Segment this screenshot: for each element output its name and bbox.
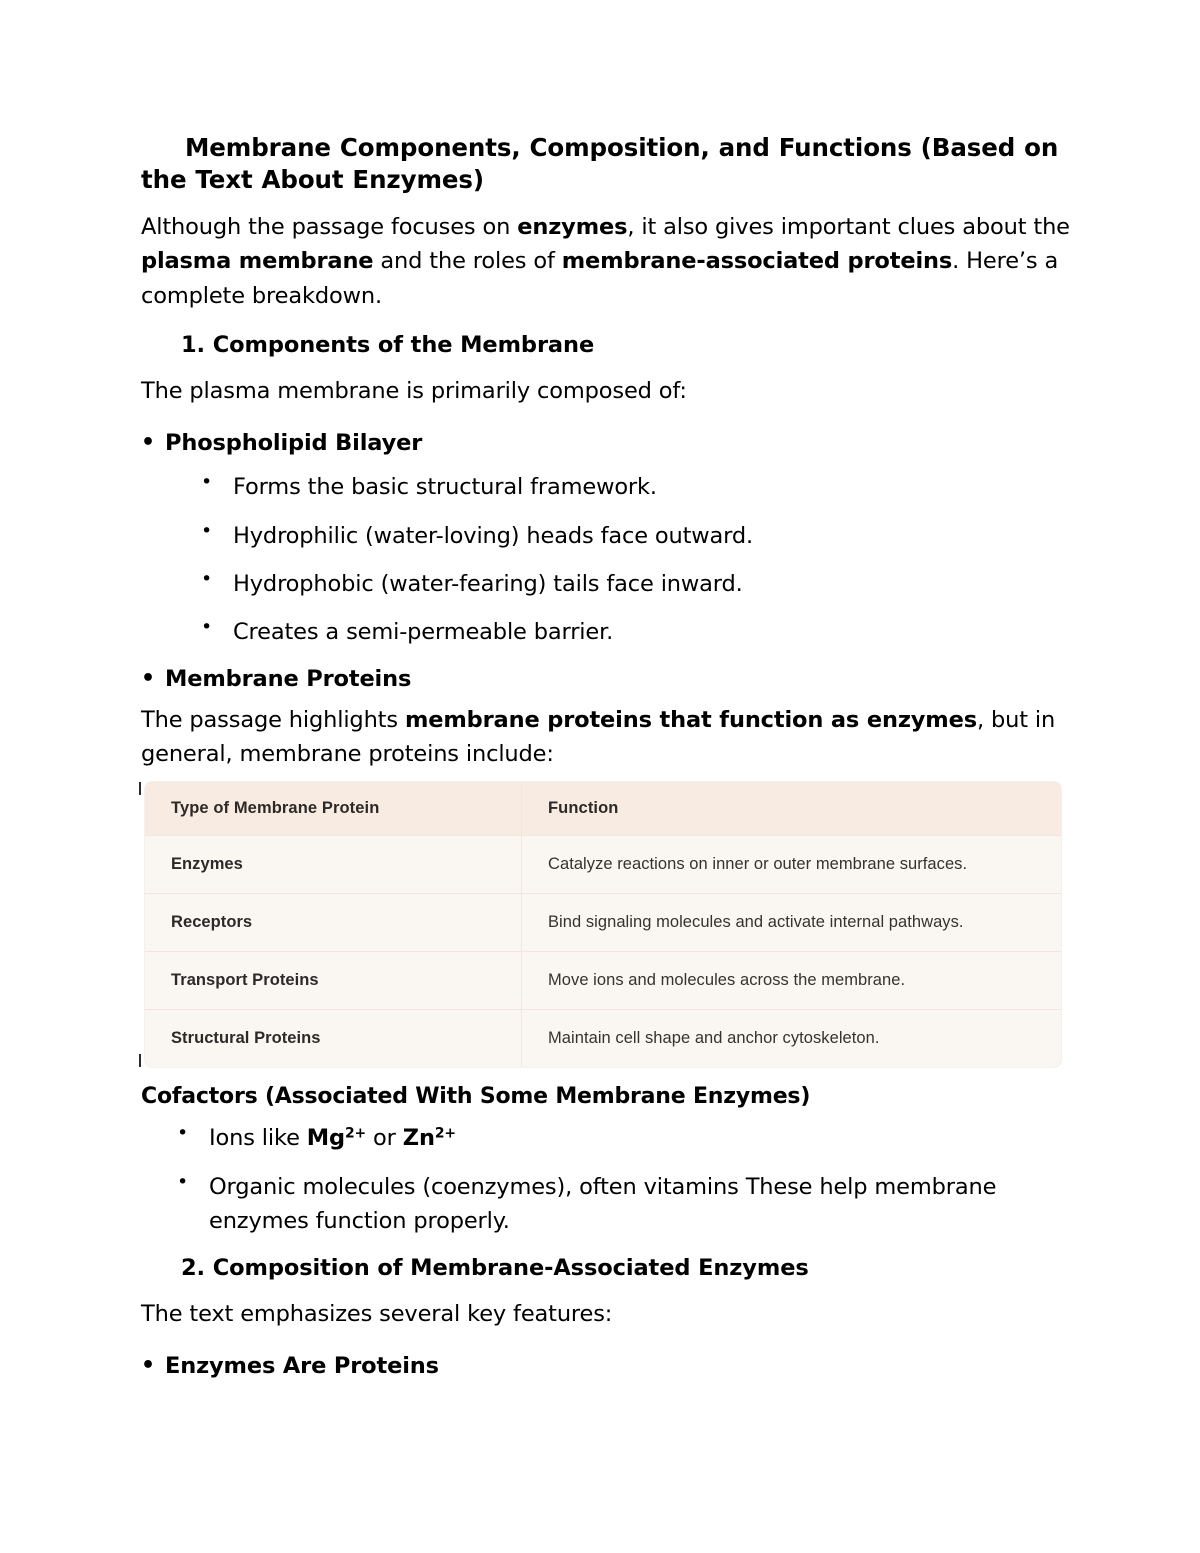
column-header-function: Function [522,782,1062,836]
list-item-ions [141,1121,1071,1155]
bullet-label: Phospholipid Bilayer [165,429,423,456]
table-row [145,893,1061,951]
membrane-protein-table-block [139,782,1061,1067]
bullet-label: Membrane Proteins [165,666,412,693]
intro-text-2: , it also gives important clues about the [627,213,1070,240]
table-body [145,835,1061,1067]
cell-protein-function: Maintain cell shape and anchor cytoskeleton. [548,1028,880,1047]
intro-bold-membrane-associated-proteins: membrane-associated proteins [561,248,953,275]
column-header-type: Type of Membrane Protein [145,782,522,836]
ion-charge: 2+ [434,1125,456,1142]
heading-section-2: 2. Composition of Membrane-Associated Enzymes [181,1254,809,1281]
list-item: • Hydrophobic (water-fearing) tails face inward. [165,567,1071,601]
list-item-coenzymes: • Organic molecules (coenzymes), often vitamins These help membrane enzymes function properly. [141,1170,1071,1238]
membrane-proteins-lead [141,703,1071,772]
intro-bold-plasma-membrane: plasma membrane [141,248,374,275]
list-item-phospholipid-bilayer [141,427,1071,650]
table-row [145,835,1061,893]
ion-charge: 2+ [344,1125,367,1142]
bullet-label: Enzymes Are Proteins [165,1352,439,1379]
ions-text-mid: or [366,1125,403,1152]
ion-magnesium [307,1125,366,1151]
table-header-row [145,782,1061,836]
cell-protein-function: Bind signaling molecules and activate internal pathways. [522,893,1062,951]
list-item: • Hydrophilic (water-loving) heads face outward. [165,519,1071,553]
cell-protein-type: Transport Proteins [145,951,522,1009]
ions-text-pre: Ions like [209,1125,307,1152]
cell-protein-type: Receptors [145,893,522,951]
section-2-lead: The text emphasizes several key features: [141,1301,613,1328]
ion-zinc [403,1125,456,1151]
ion-symbol: Zn [402,1125,435,1152]
intro-text-4: . Here’s a complete breakdown. [141,248,1059,309]
heading-section-1: 1. Components of the Membrane [181,331,595,358]
table-row [145,1009,1061,1067]
cell-protein-function: Catalyze reactions on inner or outer membrane surfaces. [522,835,1062,893]
page-title: Membrane Components, Composition, and Functions (Based on the Text About Enzymes) [141,133,1059,194]
heading-cofactors: Cofactors (Associated With Some Membrane Enzymes) [141,1083,811,1109]
proteins-lead-bold: membrane proteins that function as enzymes [404,706,977,733]
proteins-lead-text-1: The passage highlights [141,706,405,733]
ion-symbol: Mg [306,1125,345,1152]
cofactors-list [141,1121,1071,1238]
intro-paragraph [141,210,1071,313]
phospholipid-sublist [165,470,1071,649]
cell-protein-type: Structural Proteins [145,1009,522,1067]
intro-text-3: and the roles of [373,248,562,275]
paragraph-marker-bottom [139,1054,141,1067]
list-item: • Forms the basic structural framework. [165,470,1071,504]
list-item-membrane-proteins [141,663,1071,697]
cell-protein-type: Enzymes [145,835,522,893]
document-body [141,132,1071,1389]
membrane-protein-table [145,782,1061,1067]
list-item-enzymes-are-proteins [141,1350,1071,1384]
section-2-bullet-list [141,1350,1071,1384]
table-header [145,782,1061,836]
cell-protein-function: Move ions and molecules across the membrane. [522,951,1062,1009]
list-item: • Creates a semi-permeable barrier. [165,615,1071,649]
proteins-lead-text-2: , but in general, membrane proteins include: [141,706,1056,768]
intro-text-1: Although the passage focuses on [141,213,518,240]
table-row [145,951,1061,1009]
section-1-lead: The plasma membrane is primarily composed of: [141,378,687,405]
phospholipid-bullet-list [141,427,1071,697]
paragraph-marker-top [139,782,141,795]
intro-bold-enzymes: enzymes [517,213,628,240]
